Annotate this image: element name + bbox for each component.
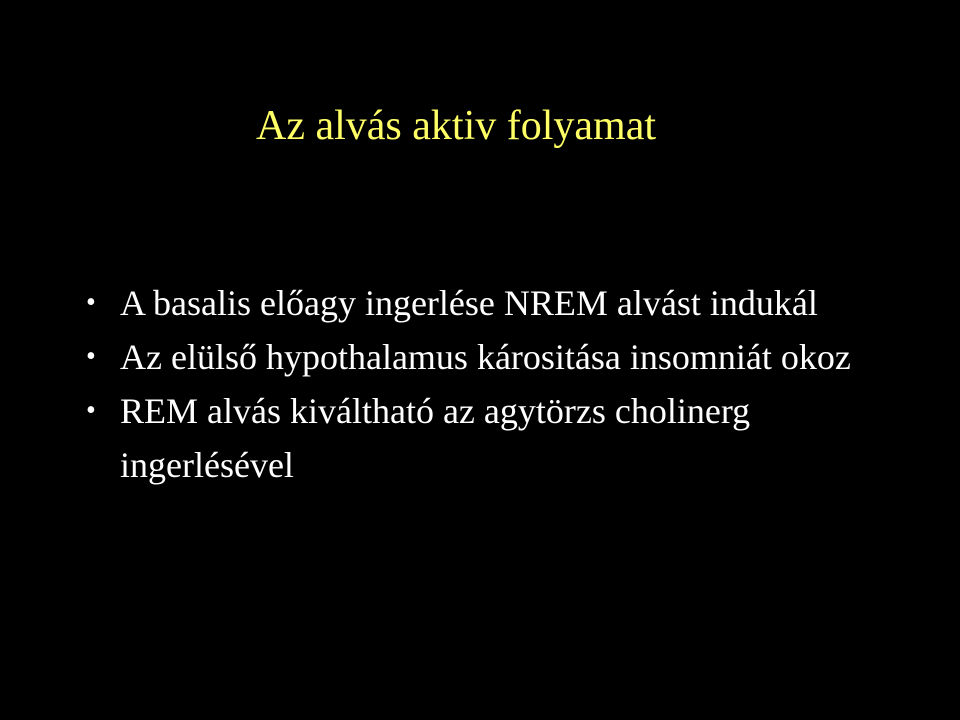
bullet-text: Az elülső hypothalamus kárositása insomniát okoz (120, 337, 851, 377)
bullet-text: REM alvás kiváltható az agytörzs cholinerg ingerlésével (120, 391, 751, 485)
bullet-item (86, 330, 926, 384)
bullet-icon: • (86, 395, 96, 426)
bullet-item (86, 276, 926, 330)
bullet-text: A basalis előagy ingerlése NREM alvást indukál (120, 283, 818, 323)
bullet-item (86, 384, 926, 492)
bullet-list (86, 276, 926, 492)
bullet-icon: • (86, 287, 96, 318)
slide-title: Az alvás aktiv folyamat (256, 103, 657, 149)
bullet-icon: • (86, 341, 96, 372)
